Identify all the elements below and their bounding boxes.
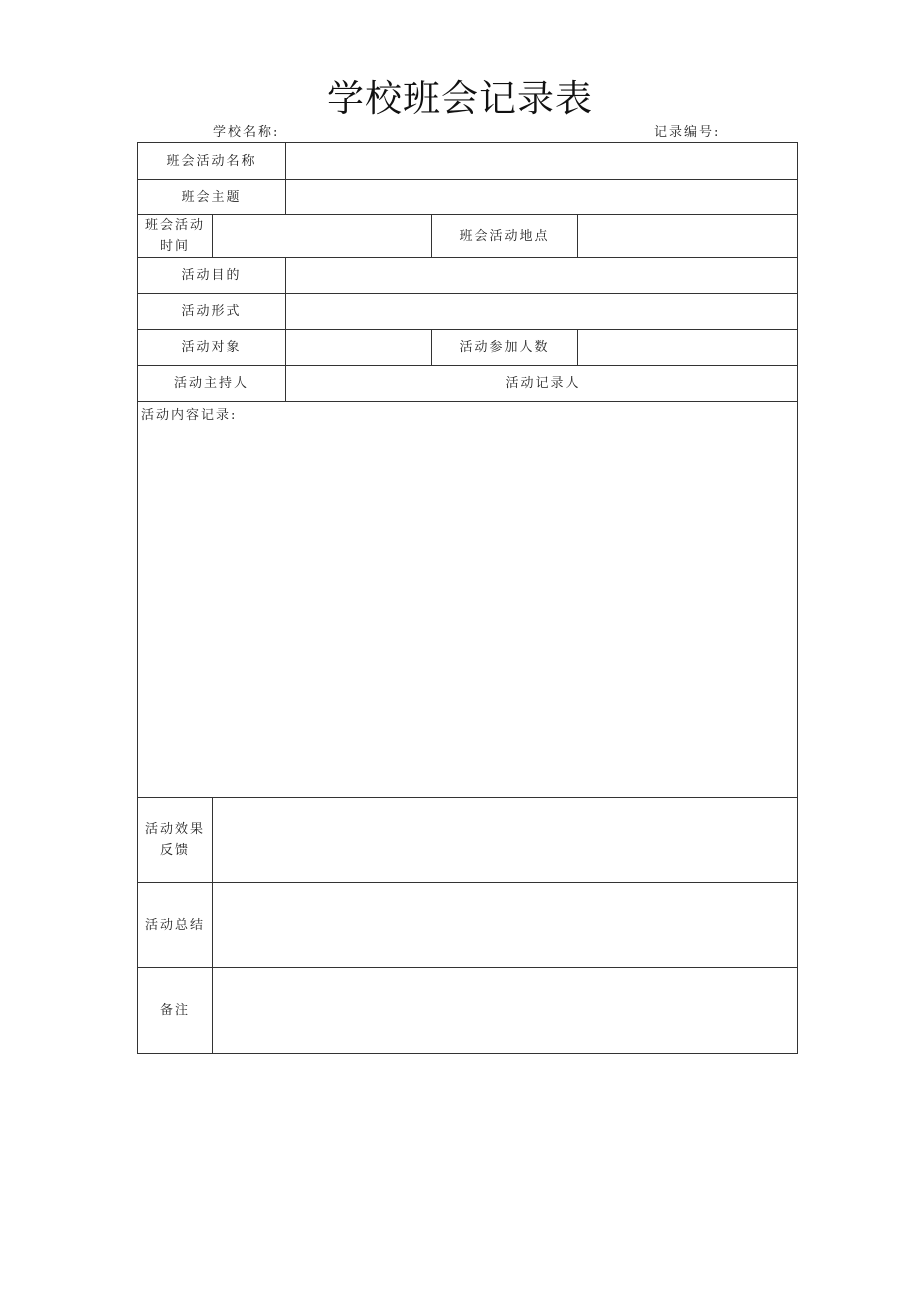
theme-label: 班会主题 xyxy=(181,189,242,205)
summary-label: 活动总结 xyxy=(144,917,205,933)
time-label-line2: 时间 xyxy=(159,239,190,254)
audience-field[interactable] xyxy=(286,330,431,365)
recorder-field[interactable] xyxy=(618,366,797,401)
host-label: 活动主持人 xyxy=(173,376,249,391)
purpose-label: 活动目的 xyxy=(181,268,242,283)
class-meeting-record-table xyxy=(137,142,798,1054)
form-title: 学校班会记录表 xyxy=(327,77,593,120)
participants-label: 活动参加人数 xyxy=(459,340,550,355)
feedback-field[interactable] xyxy=(213,798,797,882)
audience-label: 活动对象 xyxy=(181,340,242,355)
remarks-label: 备注 xyxy=(159,1003,190,1018)
participants-field[interactable] xyxy=(578,330,797,365)
format-field[interactable] xyxy=(286,294,797,329)
school-name-label: 学校名称: xyxy=(213,125,280,140)
activity-name-label: 班会活动名称 xyxy=(166,153,257,169)
record-number-label: 记录编号: xyxy=(654,125,721,140)
location-field[interactable] xyxy=(578,215,797,257)
theme-field[interactable] xyxy=(286,180,797,214)
recorder-label: 活动记录人 xyxy=(505,376,581,391)
activity-name-field[interactable] xyxy=(286,143,797,179)
time-field[interactable] xyxy=(213,215,431,257)
row-divider xyxy=(138,401,797,402)
time-label xyxy=(138,215,212,257)
purpose-field[interactable] xyxy=(286,258,797,293)
location-label: 班会活动地点 xyxy=(459,228,550,244)
time-label-line1: 班会活动 xyxy=(144,218,205,233)
format-label: 活动形式 xyxy=(181,304,242,319)
feedback-label xyxy=(138,798,212,882)
summary-field[interactable] xyxy=(213,883,797,967)
remarks-field[interactable] xyxy=(213,968,797,1053)
content-record-label: 活动内容记录: xyxy=(141,408,238,423)
feedback-label-line2: 反馈 xyxy=(159,843,190,858)
host-field[interactable] xyxy=(286,366,456,401)
feedback-label-line1: 活动效果 xyxy=(144,822,205,837)
content-record-field[interactable] xyxy=(138,423,797,795)
